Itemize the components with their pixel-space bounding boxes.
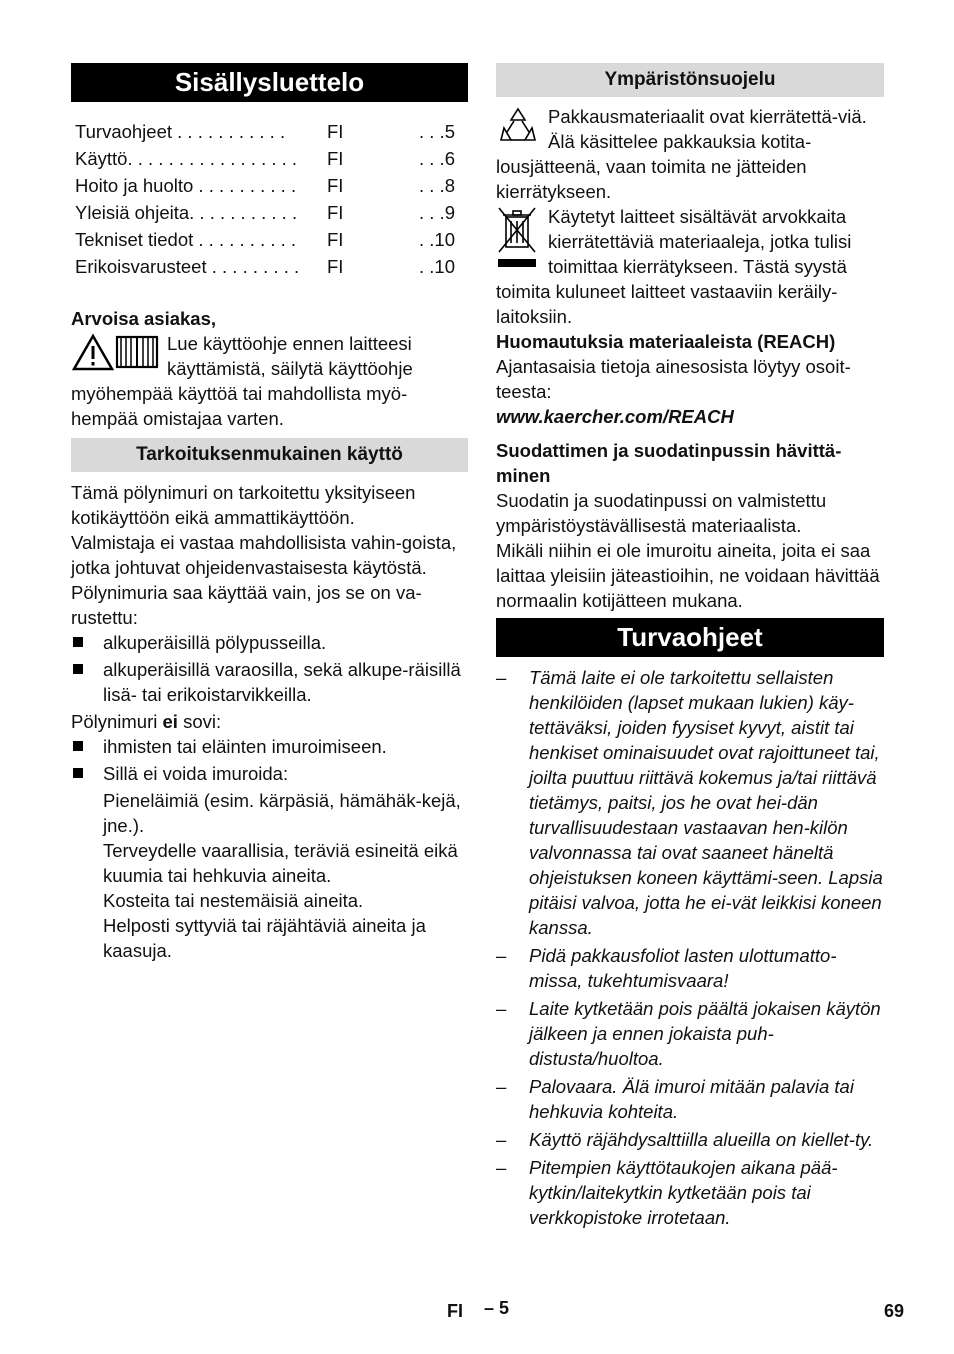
toc-entry-lang: FI	[327, 175, 344, 196]
toc-row	[75, 173, 455, 200]
safety-item-text: Laite kytketään pois päältä jokaisen käytön jälkeen ja ennen jokaista puh-distusta/huoltoa.	[529, 998, 881, 1069]
intended-use-title: Tarkoituksenmukainen käyttö	[71, 438, 468, 472]
toc-entry-page: . . .9	[419, 202, 455, 223]
toc-entry-lang: FI	[327, 202, 344, 223]
toc-entry-title: Tekniset tiedot . . . . . . . . . .	[75, 229, 297, 250]
safety-item-text: Käyttö räjähdysalttiilla alueilla on kiellet-ty.	[529, 1129, 874, 1150]
packaging-text: Pakkausmateriaalit ovat kierrätettä-viä. Älä käsittelee pakkauksia kotita-lousjätteenä, vaan toimita ne jätteiden kierrätykseen.	[496, 106, 867, 202]
table-of-contents	[75, 119, 455, 281]
filter-p1: Suodatin ja suodatinpussi on valmistettu ympäristöystävällisestä materiaalista.	[496, 490, 827, 536]
toc-title: Sisällysluettelo	[71, 63, 468, 102]
toc-entry-page: . .10	[419, 256, 455, 277]
devices-text: Käytetyt laitteet sisältävät arvokkaita kierrätettäviä materiaaleja, jotka tulisi toimittaa kierrätykseen. Tästä syystä toimita kuluneet laitteet vastaaviin keräily-laitoksiin.	[496, 206, 852, 327]
safety-item	[496, 943, 884, 993]
footer-language: FI	[447, 1301, 463, 1321]
manual-book-icon	[117, 337, 157, 367]
environment-title: Ympäristönsuojelu	[496, 63, 884, 97]
footer-local-page: – 5	[484, 1298, 510, 1318]
toc-entry-lang: FI	[327, 256, 344, 277]
left-column	[71, 63, 468, 963]
reach-link[interactable]: www.kaercher.com/REACH	[496, 406, 734, 427]
safety-item-text: Pitempien käyttötaukojen aikana pää-kytkin/laitekytkin kytketään pois tai verkkopistoke irrotetaan.	[529, 1157, 838, 1228]
intro-text-3: myöhempää käyttöä tai mahdollista myö-	[71, 383, 408, 404]
toc-entry-lang: FI	[327, 148, 344, 169]
intro-text-2: käyttämistä, säilytä käyttöohje	[167, 358, 413, 379]
toc-entry-lang: FI	[327, 121, 344, 142]
dash-marker: –	[496, 945, 507, 966]
safety-item	[496, 996, 884, 1071]
toc-row	[75, 227, 455, 254]
safety-item-text: Tämä laite ei ole tarkoitettu sellaisten henkilöiden (lapset mukaan lukien) käy-tettäväksi, joiden fyysiset kyvyt, aistit tai henkiset ominaisuudet ovat rajoittuneet tai, joilta puuttuu riittävä kokemus ja/tai riittävä tietämys, paitsi, jos he ovat hei-dän turvallisuudestaan vastaavan hen-kilön valvonnassa tai ovat saaneet häneltä ohjeistuksen koneen käyttämi-seen. Lapsia pitäisi valvoa, jotta he ei-vät leikkisi koneen kanssa.	[529, 667, 883, 938]
toc-entry-title: Käyttö. . . . . . . . . . . . . . . . .	[75, 148, 298, 169]
reach-heading: Huomautuksia materiaaleista (REACH)	[496, 331, 836, 352]
crossed-bin-icon	[496, 205, 538, 277]
intended-use-p1: Tämä pölynimuri on tarkoitettu yksityiseen kotikäyttöön eikä ammattikäyttöön.	[71, 482, 416, 528]
not-suited-list	[71, 734, 468, 786]
list-item: ihmisten tai eläinten imuroimiseen.	[71, 734, 468, 759]
filter-p2: Mikäli niihin ei ole imuroitu aineita, joita ei saa laittaa yleisiin jäteastioihin, ne voidaan hävittää normaalin kotijätteen mukana.	[496, 540, 880, 611]
devices-block	[496, 204, 884, 329]
toc-row	[75, 146, 455, 173]
packaging-block	[496, 104, 884, 204]
safety-item	[496, 1127, 884, 1152]
right-column	[496, 63, 884, 1233]
dash-marker: –	[496, 1076, 507, 1097]
dash-marker: –	[496, 998, 507, 1019]
intended-use-p3: Pölynimuria saa käyttää vain, jos se on va-rustettu:	[71, 582, 422, 628]
safety-item-text: Palovaara. Älä imuroi mitään palavia tai hehkuvia kohteita.	[529, 1076, 854, 1122]
dash-marker: –	[496, 667, 507, 688]
toc-entry-page: . . .6	[419, 148, 455, 169]
safety-item-text: Pidä pakkausfoliot lasten ulottumatto-missa, tukehtumisvaara!	[529, 945, 837, 991]
toc-entry-title: Yleisiä ohjeita. . . . . . . . . . .	[75, 202, 298, 223]
not-suited-line: Pölynimuri ei sovi:	[71, 711, 222, 732]
intended-use-p2: Valmistaja ei vastaa mahdollisista vahin-goista, jotka johtuvat ohjeidenvastaisesta käytöstä.	[71, 532, 457, 578]
toc-row	[75, 254, 455, 281]
recycling-icon	[498, 106, 538, 152]
intro-text-4: hempää omistajaa varten.	[71, 408, 284, 429]
intro-heading: Arvoisa asiakas,	[71, 308, 217, 329]
intro-text-1: Lue käyttöohje ennen laitteesi	[167, 333, 412, 354]
toc-row	[75, 200, 455, 227]
footer-page-number: 69	[884, 1301, 905, 1321]
toc-entry-page: . .10	[419, 229, 455, 250]
toc-row	[75, 119, 455, 146]
dash-marker: –	[496, 1129, 507, 1150]
sub-item-1: Pieneläimiä (esim. kärpäsiä, hämähäk-kejä, jne.).	[103, 790, 461, 836]
toc-entry-title: Turvaohjeet . . . . . . . . . . .	[75, 121, 286, 142]
warning-triangle-icon	[71, 333, 167, 377]
toc-entry-page: . . .8	[419, 175, 455, 196]
sub-item-4: Helposti syttyviä tai räjähtäviä aineita ja kaasuja.	[103, 915, 426, 961]
safety-title: Turvaohjeet	[496, 618, 884, 657]
safety-item	[496, 665, 884, 940]
sub-item-2: Terveydelle vaarallisia, teräviä esineitä eikä kuumia tai hehkuvia aineita.	[103, 840, 458, 886]
equipment-list	[71, 630, 468, 707]
toc-entry-page: . . .5	[419, 121, 455, 142]
toc-entry-title: Hoito ja huolto . . . . . . . . . .	[75, 175, 297, 196]
sub-item-3: Kosteita tai nestemäisiä aineita.	[103, 890, 364, 911]
list-item: Sillä ei voida imuroida:	[71, 761, 468, 786]
safety-list	[496, 665, 884, 1230]
safety-item	[496, 1074, 884, 1124]
filter-heading: Suodattimen ja suodatinpussin hävittä-minen	[496, 440, 842, 486]
dash-marker: –	[496, 1157, 507, 1178]
safety-item	[496, 1155, 884, 1230]
toc-entry-title: Erikoisvarusteet . . . . . . . . .	[75, 256, 300, 277]
list-item: alkuperäisillä pölypusseilla.	[71, 630, 468, 655]
list-item: alkuperäisillä varaosilla, sekä alkupe-räisillä lisä- tai erikoistarvikkeilla.	[71, 657, 468, 707]
reach-text: Ajantasaisia tietoja ainesosista löytyy osoit-teesta:	[496, 356, 851, 402]
toc-entry-lang: FI	[327, 229, 344, 250]
intro-block	[71, 331, 468, 431]
